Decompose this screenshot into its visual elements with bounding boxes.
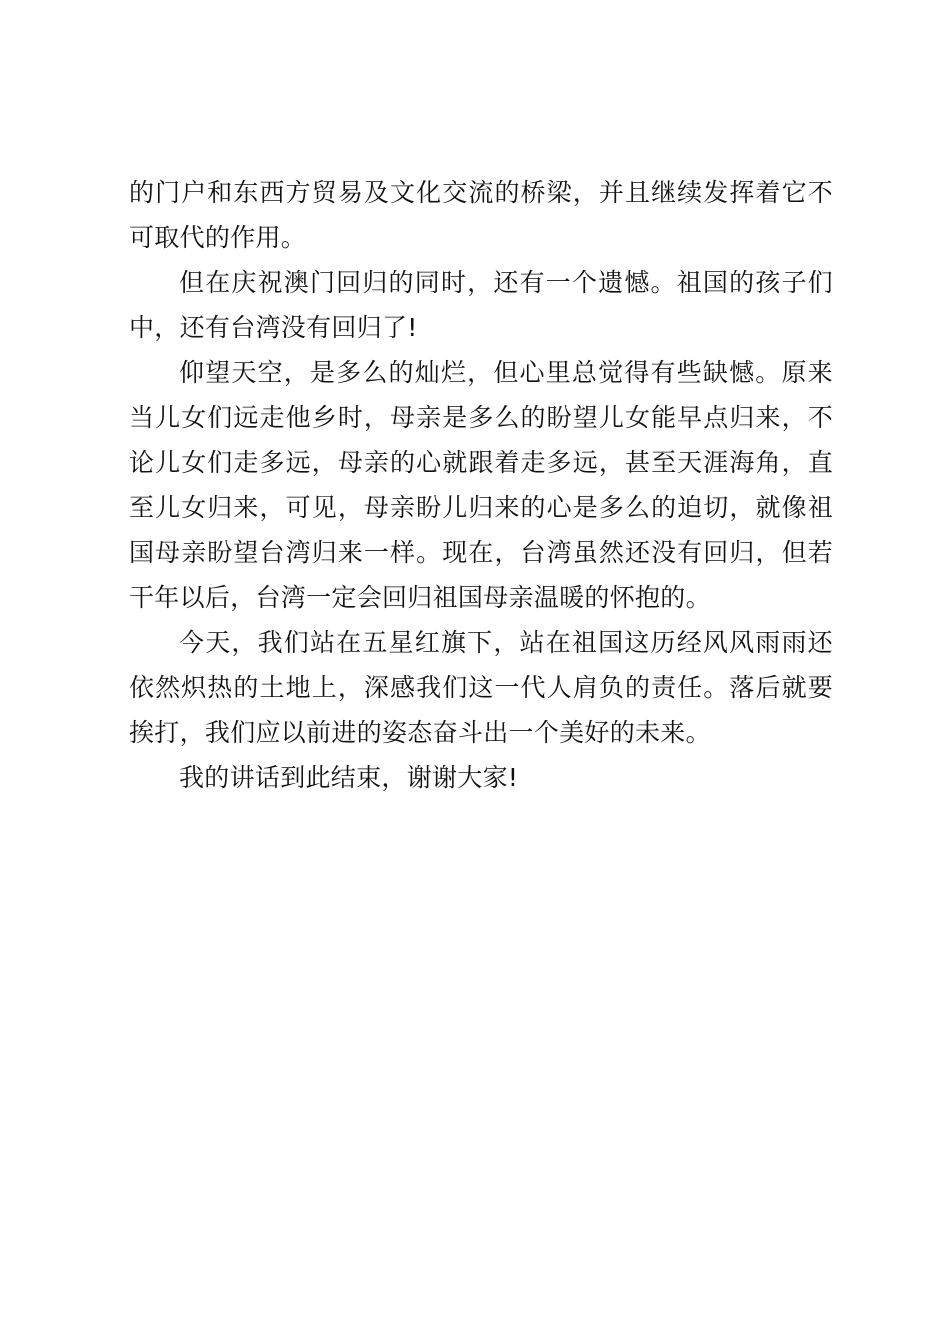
paragraph-sky: 仰望天空，是多么的灿烂，但心里总觉得有些缺憾。原来当儿女们远走他乡时，母亲是多么的盼望儿女能早点归来，不论儿女们走多远，母亲的心就跟着走多远，甚至天涯海角，直至儿女归来，可见，母亲盼儿归来的心是多么的迫切，就像祖国母亲盼望台湾归来一样。现在，台湾虽然还没有回归，但若干年以后，台湾一定会回归祖国母亲温暖的怀抱的。	[129, 358, 833, 612]
document-body	[129, 170, 833, 800]
paragraph-today: 今天，我们站在五星红旗下，站在祖国这历经风风雨雨还依然炽热的土地上，深感我们这一代人肩负的责任。落后就要挨打，我们应以前进的姿态奋斗出一个美好的未来。	[129, 628, 833, 747]
paragraph-regret: 但在庆祝澳门回归的同时，还有一个遗憾。祖国的孩子们中，还有台湾没有回归了!	[129, 268, 833, 342]
paragraph-continuation: 的门户和东西方贸易及文化交流的桥梁，并且继续发挥着它不可取代的作用。	[129, 178, 833, 252]
paragraph-closing: 我的讲话到此结束，谢谢大家!	[179, 763, 519, 792]
